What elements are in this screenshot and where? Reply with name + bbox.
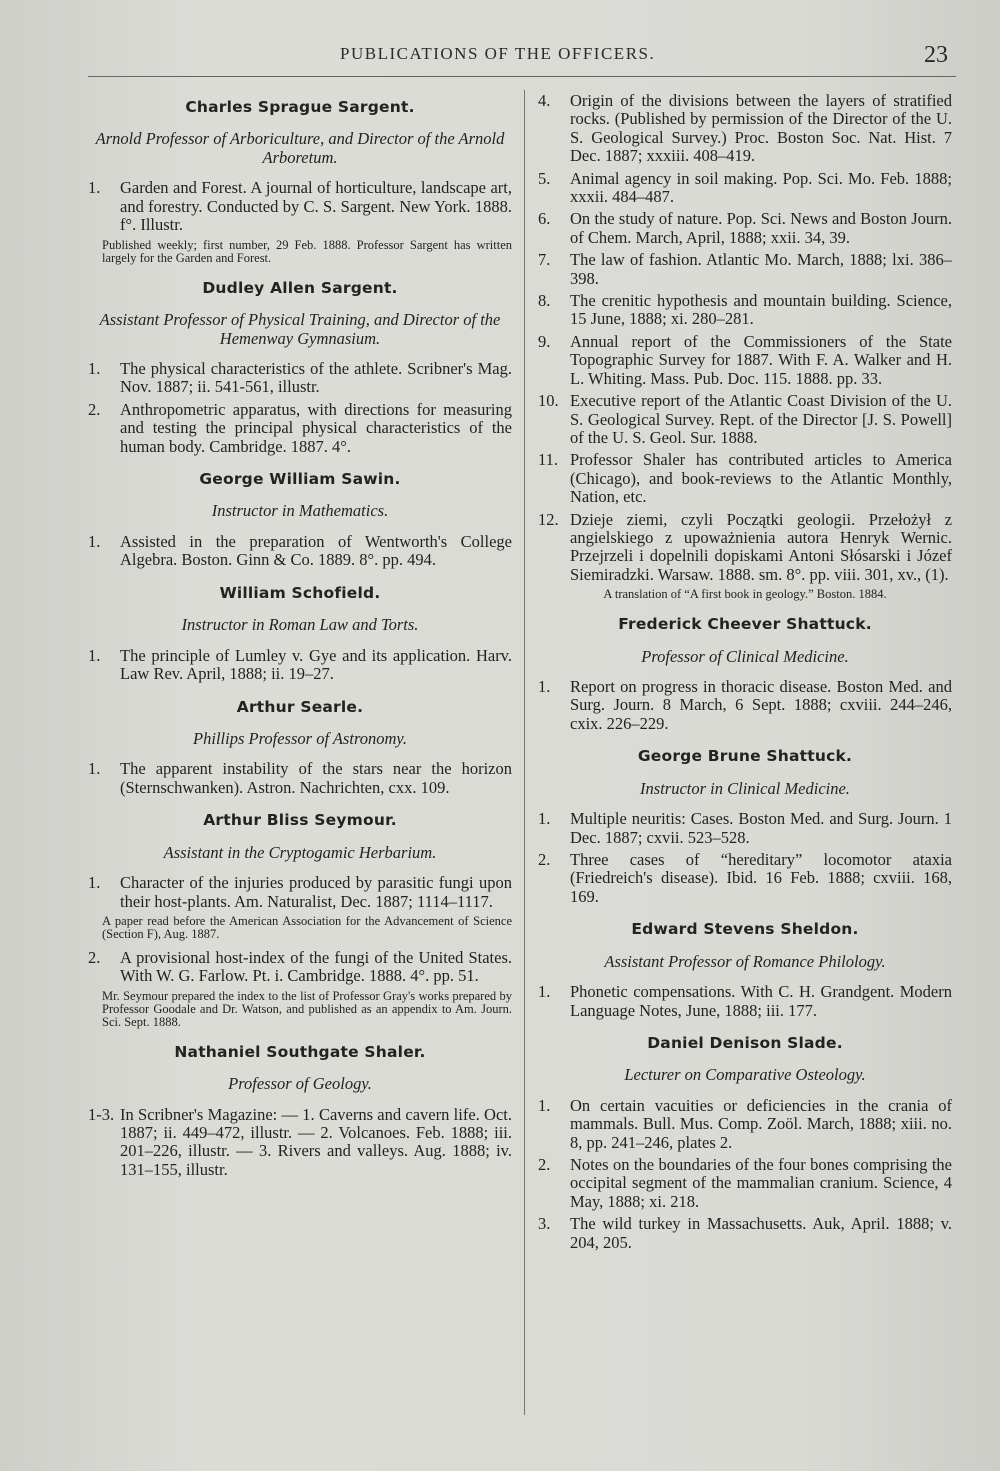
officer-name: Daniel Denison Slade. — [647, 1033, 843, 1052]
publication-entry — [538, 1156, 952, 1211]
officer-name: Nathaniel Southgate Shaler. — [174, 1042, 426, 1061]
entry-text: A provisional host-index of the fungi of the United States. With W. G. Farlow. Pt. i. Cambridge. 1888. 4°. pp. 51. — [120, 947, 512, 986]
column-divider — [524, 90, 525, 1415]
officer-title: Phillips Professor of Astronomy. — [193, 728, 407, 748]
publication-entry — [538, 1097, 952, 1152]
entry-text: The crenitic hypothesis and mountain building. Science, 15 June, 1888; xi. 280–281. — [570, 291, 952, 329]
officer-title: Instructor in Roman Law and Torts. — [181, 615, 419, 635]
entry-number: 1. — [538, 1095, 551, 1115]
officer-name: George William Sawin. — [199, 470, 401, 489]
entry-text: In Scribner's Magazine: — 1. Caverns and cavern life. Oct. 1887; ii. 449–472, illustr. — 2. Volcanoes. Feb. 1888; iii. 201–226, illustr. — 3. Rivers and valleys. Aug. 1888; iv. 131–155, illustr. — [120, 1104, 512, 1179]
entry-text: Garden and Forest. A journal of horticulture, landscape art, and forestry. Conducted by C. S. Sargent. New York. 1888. f°. Illustr. — [120, 178, 512, 235]
publication-note: A paper read before the American Association for the Advancement of Science (Section F), Aug. 1887. — [102, 913, 512, 941]
officer-name: Arthur Bliss Seymour. — [203, 811, 397, 830]
entry-text: Character of the injuries produced by parasitic fungi upon their host-plants. Am. Naturalist, Dec. 1887; 1114–1117. — [120, 873, 512, 911]
entry-text: On certain vacuities or deficiencies in the crania of mammals. Bull. Mus. Comp. Zoöl. March, 1888; xiii. no. 8, pp. 241–246, plates 2. — [570, 1095, 952, 1152]
publication-entry — [88, 401, 512, 456]
officer-section — [88, 811, 512, 1029]
entry-number: 1. — [88, 645, 101, 665]
publication-entry — [538, 333, 952, 388]
publication-entry — [538, 451, 952, 506]
publication-entry — [88, 1106, 512, 1180]
officer-section — [88, 698, 512, 798]
publication-entry — [88, 533, 512, 570]
publication-entry — [538, 1215, 952, 1252]
entry-number: 1. — [538, 809, 551, 829]
entry-number: 2. — [88, 947, 101, 967]
officer-title: Lecturer on Comparative Osteology. — [624, 1065, 866, 1085]
entry-number: 6. — [538, 209, 551, 229]
officer-title: Arnold Professor of Arboriculture, and Director of the Arnold Arboretum. — [95, 129, 505, 167]
entry-number: 1. — [88, 873, 101, 893]
officer-section — [88, 470, 512, 570]
publication-entry — [88, 360, 512, 397]
officer-name: Charles Sprague Sargent. — [185, 98, 415, 116]
entry-text: Dzieje ziemi, czyli Początki geologii. Przełożył z angielskiego z upoważnienia autora Henryk Wernic. Przejrzeli i dopelnili dopiskami Antoni Słósarski i Józef Siemiradzki. Warsaw. 1888. sm. 8°. pp. viii. 301, xv., (1). — [570, 509, 952, 584]
entry-number: 8. — [538, 291, 551, 311]
entry-number: 1. — [88, 759, 101, 779]
officer-name: Frederick Cheever Shattuck. — [618, 615, 872, 634]
entry-text: The principle of Lumley v. Gye and its application. Harv. Law Rev. April, 1888; ii. 19–27. — [120, 645, 512, 684]
entry-text: Executive report of the Atlantic Coast Division of the U. S. Geological Survey. Rept. of the Director [J. S. Powell] of the U. S. Geol. Sur. 1888. — [570, 391, 952, 447]
officer-section — [88, 279, 512, 456]
entry-text: Report on progress in thoracic disease. Boston Med. and Surg. Journ. 8 March, 6 Sept. 1888; cxviii. 244–246, cxix. 226–229. — [570, 677, 952, 733]
publication-entry — [538, 983, 952, 1020]
publication-entry — [538, 170, 952, 207]
left-column — [88, 92, 512, 1193]
publication-entry — [88, 760, 512, 797]
entry-text: Notes on the boundaries of the four bones comprising the occipital segment of the mammalian cranium. Science, 4 May, 1888; xi. 218. — [570, 1155, 952, 1211]
entry-text: The law of fashion. Atlantic Mo. March, 1888; lxi. 386–398. — [570, 250, 952, 288]
entry-number: 10. — [538, 391, 559, 411]
entry-number: 1. — [88, 531, 101, 551]
running-header: PUBLICATIONS OF THE OFFICERS. — [340, 44, 656, 63]
officer-name: Arthur Searle. — [236, 697, 364, 716]
entry-number: 1. — [88, 178, 101, 198]
publication-entry — [538, 292, 952, 329]
officer-name: William Schofield. — [219, 583, 381, 602]
officer-title: Professor of Clinical Medicine. — [641, 646, 849, 666]
entry-number: 2. — [538, 850, 551, 869]
officer-name: Edward Stevens Sheldon. — [631, 920, 859, 939]
entry-number: 5. — [538, 168, 551, 188]
officer-title: Professor of Geology. — [228, 1074, 372, 1094]
entry-number: 1-3. — [88, 1104, 115, 1124]
entry-text: The apparent instability of the stars near the horizon (Sternschwanken). Astron. Nachrichten, cxx. 109. — [120, 759, 512, 797]
officer-title: Instructor in Mathematics. — [211, 501, 389, 521]
header-rule — [88, 76, 956, 77]
entry-number: 1. — [538, 677, 551, 697]
publication-note: Published weekly; first number, 29 Feb. 1888. Professor Sargent has written largely for the Garden and Forest. — [102, 237, 512, 265]
publication-entry — [538, 251, 952, 288]
publication-note: Mr. Seymour prepared the index to the list of Professor Gray's works prepared by Professor Goodale and Dr. Watson, and published as an appendix to Am. Journ. Sci. Sept. 1888. — [102, 988, 512, 1029]
officer-section-continued — [538, 92, 952, 601]
publication-note: A translation of “A first book in geology.” Boston. 1884. — [603, 587, 887, 602]
entry-text: Anthropometric apparatus, with directions for measuring and testing the principal physical characteristics of the human body. Cambridge. 1887. 4°. — [120, 399, 512, 456]
officer-section — [88, 98, 512, 265]
officer-section — [538, 615, 952, 733]
officer-title: Assistant in the Cryptogamic Herbarium. — [163, 842, 437, 862]
officer-title: Assistant Professor of Romance Philology. — [604, 951, 886, 971]
publication-entry — [88, 179, 512, 234]
entry-number: 3. — [538, 1214, 551, 1234]
officer-name: George Brune Shattuck. — [637, 747, 853, 766]
officer-section — [538, 1034, 952, 1252]
entry-number: 4. — [538, 91, 551, 110]
publication-entry — [538, 810, 952, 847]
entry-text: The wild turkey in Massachusetts. Auk, April. 1888; v. 204, 205. — [570, 1214, 952, 1252]
entry-text: Three cases of “hereditary” locomotor ataxia (Friedreich's disease). Ibid. 16 Feb. 1888; cxviii. 168, 169. — [570, 850, 952, 906]
officer-section — [88, 1043, 512, 1180]
page-number: 23 — [924, 42, 948, 68]
entry-number: 7. — [538, 250, 551, 270]
entry-text: Phonetic compensations. With C. H. Grandgent. Modern Language Notes, June, 1888; iii. 177. — [570, 982, 952, 1020]
entry-text: Annual report of the Commissioners of the State Topographic Survey for 1887. With F. A. Walker and H. L. Whiting. Mass. Pub. Doc. 115. 1888. pp. 33. — [570, 331, 952, 388]
publication-entry — [538, 392, 952, 447]
entry-text: The physical characteristics of the athlete. Scribner's Mag. Nov. 1887; ii. 541-561, illustr. — [120, 359, 512, 397]
entry-text: Origin of the divisions between the layers of stratified rocks. (Published by permission of the Director of the U. S. Geological Survey.) Proc. Boston Soc. Nat. Hist. 7 Dec. 1887; xxxiii. 408–419. — [570, 91, 952, 166]
publication-entry — [538, 92, 952, 166]
publication-entry — [538, 511, 952, 585]
officer-title: Instructor in Clinical Medicine. — [640, 778, 850, 798]
publication-entry — [88, 949, 512, 986]
right-column — [538, 92, 952, 1266]
officer-name: Dudley Allen Sargent. — [202, 278, 398, 297]
officer-section — [88, 584, 512, 684]
entry-text: Multiple neuritis: Cases. Boston Med. and Surg. Journ. 1 Dec. 1887; cxvii. 523–528. — [570, 809, 952, 847]
entry-text: Assisted in the preparation of Wentworth's College Algebra. Boston. Ginn & Co. 1889. 8°. pp. 494. — [120, 531, 512, 570]
publication-entry — [88, 647, 512, 684]
entry-number: 12. — [538, 509, 559, 529]
entry-text: On the study of nature. Pop. Sci. News and Boston Journ. of Chem. March, April, 1888; xxii. 34, 39. — [570, 209, 952, 247]
officer-title: Assistant Professor of Physical Training, and Director of the Hemenway Gymnasium. — [99, 310, 501, 348]
entry-text: Animal agency in soil making. Pop. Sci. Mo. Feb. 1888; xxxii. 484–487. — [570, 168, 952, 207]
entry-number: 2. — [88, 399, 101, 419]
officer-section — [538, 920, 952, 1020]
entry-number: 2. — [538, 1155, 551, 1175]
entry-number: 11. — [538, 450, 559, 470]
entry-number: 1. — [88, 359, 101, 379]
publication-entry — [538, 678, 952, 733]
publication-entry — [88, 874, 512, 911]
publication-entry — [538, 851, 952, 906]
officer-section — [538, 747, 952, 906]
entry-text: Professor Shaler has contributed articles to America (Chicago), and book-reviews to the Atlantic Monthly, Nation, etc. — [570, 450, 952, 507]
entry-number: 1. — [538, 982, 551, 1002]
entry-number: 9. — [538, 331, 551, 351]
publication-entry — [538, 210, 952, 247]
